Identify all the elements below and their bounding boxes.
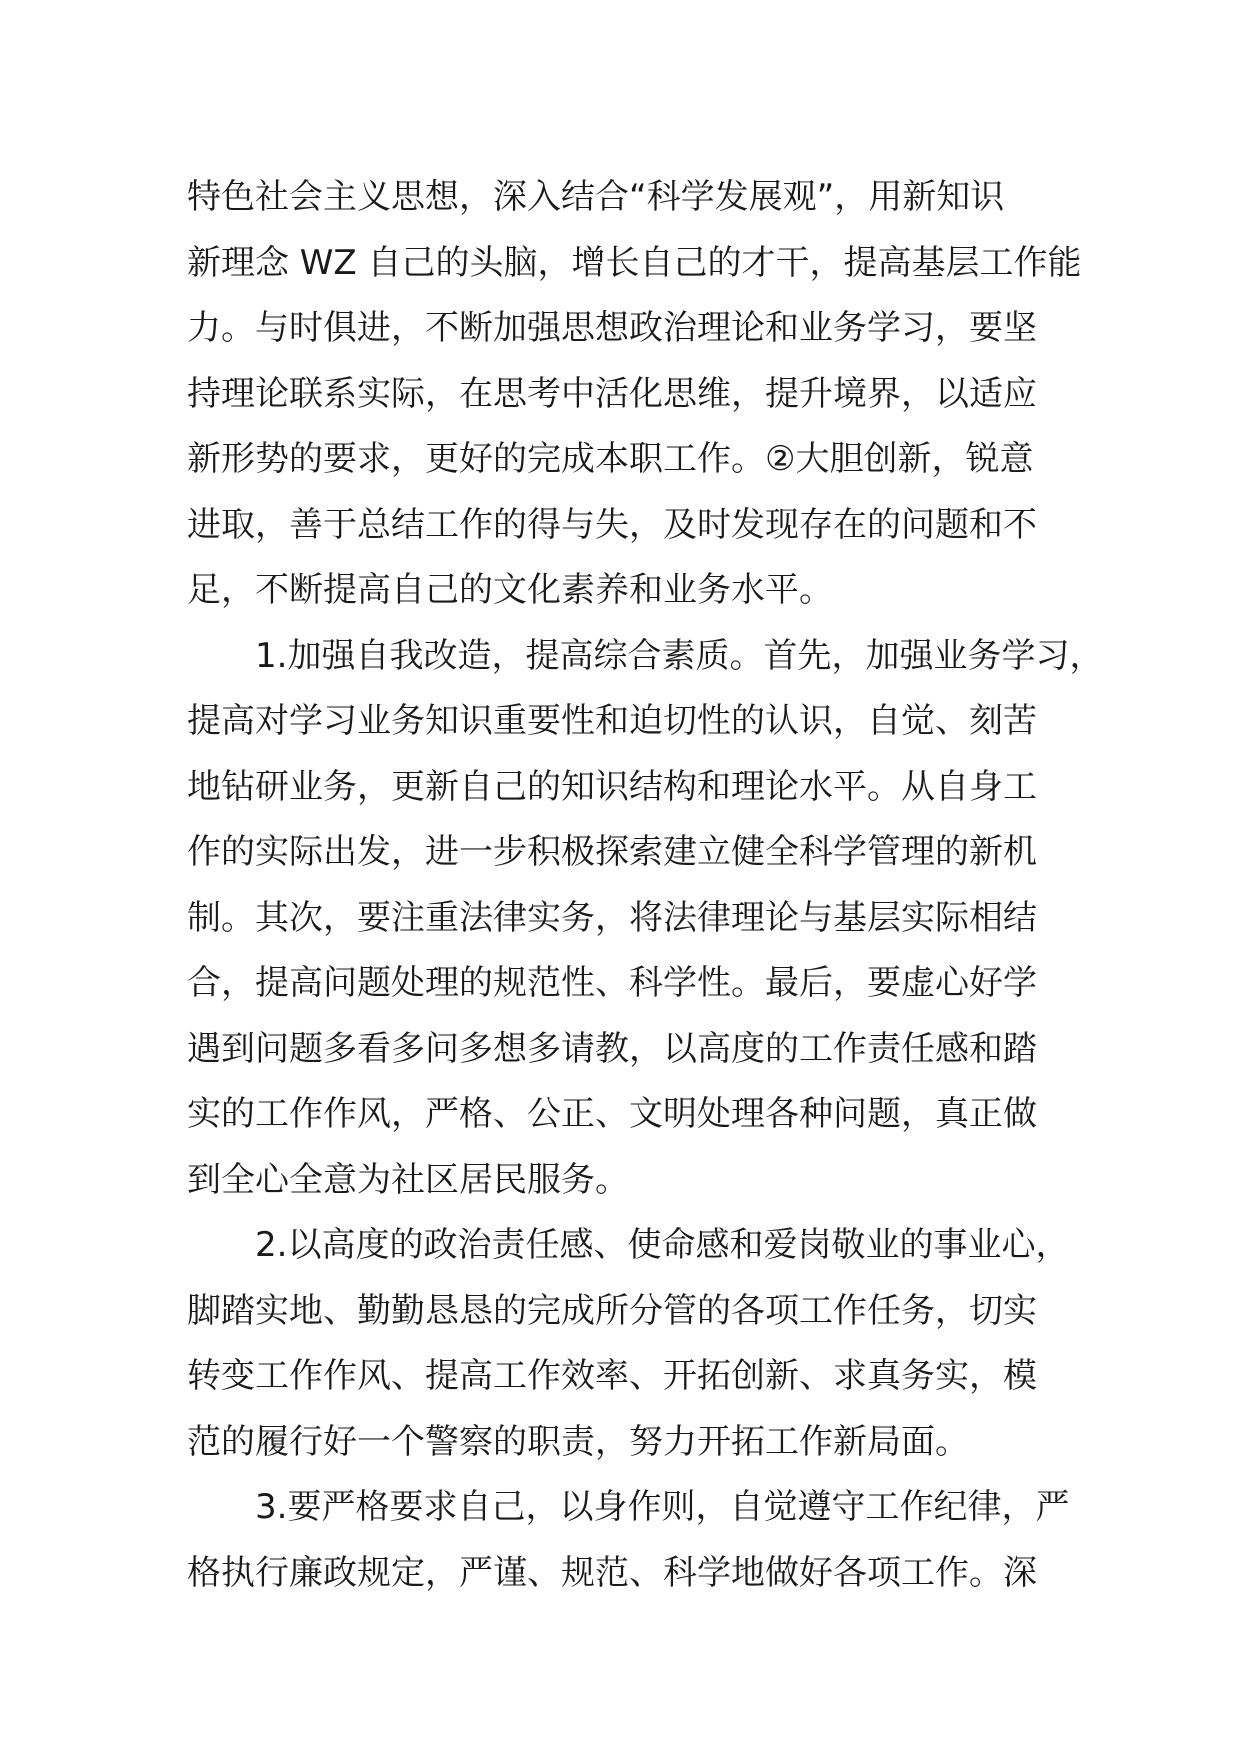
text-line: 作的实际出发，进一步积极探索建立健全科学管理的新机 bbox=[187, 832, 1037, 872]
paragraph-3-first-line: 3.要严格要求自己，以身作则，自觉遵守工作纪律，严 bbox=[255, 1487, 1070, 1527]
text-line: 实的工作作风，严格、公正、文明处理各种问题，真正做 bbox=[187, 1094, 1037, 1134]
text-line: 进取，善于总结工作的得与失，及时发现存在的问题和不 bbox=[187, 504, 1037, 545]
paragraph-1-first-line: 1.加强自我改造，提高综合素质。首先，加强业务学习， bbox=[255, 635, 1104, 676]
text-line: 新形势的要求，更好的完成本职工作。②大胆创新，锐意 bbox=[187, 439, 1034, 479]
text-line: 足，不断提高自己的文化素养和业务水平。 bbox=[187, 570, 833, 610]
text-line: 持理论联系实际，在思考中活化思维，提升境界，以适应 bbox=[187, 373, 1037, 414]
text-line: 新理念 WZ 自己的头脑，增长自己的才干，提高基层工作能 bbox=[187, 242, 1082, 283]
text-line: 遇到问题多看多问多想多请教，以高度的工作责任感和踏 bbox=[187, 1028, 1037, 1069]
text-line: 到全心全意为社区居民服务。 bbox=[187, 1159, 629, 1200]
text-line: 力。与时俱进，不断加强思想政治理论和业务学习，要坚 bbox=[187, 308, 1037, 348]
text-line: 格执行廉政规定，严谨、规范、科学地做好各项工作。深 bbox=[187, 1552, 1037, 1593]
text-line: 地钻研业务，更新自己的知识结构和理论水平。从自身工 bbox=[187, 766, 1037, 807]
text-line: 制。其次，要注重法律实务，将法律理论与基层实际相结 bbox=[187, 897, 1037, 938]
text-line: 合，提高问题处理的规范性、科学性。最后，要虚心好学 bbox=[187, 963, 1037, 1003]
text-line: 范的履行好一个警察的职责，努力开拓工作新局面。 bbox=[187, 1421, 969, 1462]
body-text bbox=[187, 165, 1104, 1606]
text-line: 脚踏实地、勤勤恳恳的完成所分管的各项工作任务，切实 bbox=[187, 1290, 1037, 1331]
text-line: 特色社会主义思想，深入结合“科学发展观”，用新知识 bbox=[187, 177, 1005, 217]
text-line: 转变工作作风、提高工作效率、开拓创新、求真务实，模 bbox=[187, 1356, 1037, 1396]
paragraph-2-first-line: 2.以高度的政治责任感、使命感和爱岗敬业的事业心， bbox=[255, 1225, 1070, 1265]
text-line: 提高对学习业务知识重要性和迫切性的认识，自觉、刻苦 bbox=[187, 701, 1037, 741]
